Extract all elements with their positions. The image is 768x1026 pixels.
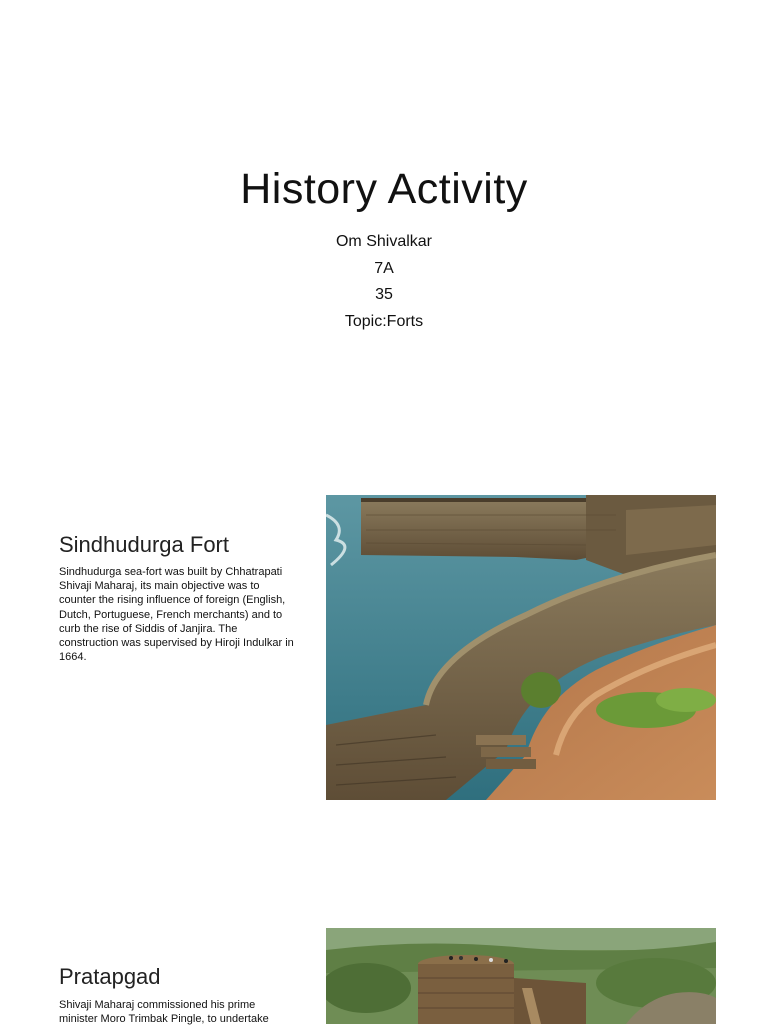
slide-body-text: Sindhudurga sea-fort was built by Chhatrapati Shivaji Maharaj, its main objective was to counter the rising influence of foreign (English, Dutch, Portuguese, French merchants) and to curb the rise of Siddis of Janjira. The construction was supervised by Hiroji Indulkar in 1664. xyxy=(59,566,294,664)
slide-sindhudurga xyxy=(0,470,768,800)
author-name: Om Shivalkar xyxy=(335,233,433,250)
slide-pratapgad xyxy=(0,928,768,1024)
slide-heading: Pratapgad xyxy=(59,964,161,989)
title-slide xyxy=(0,0,768,470)
slide-body-text: Shivaji Maharaj commissioned his prime minister Moro Trimbak Pingle, to undertake xyxy=(59,999,269,1026)
slide-heading: Sindhudurga Fort xyxy=(59,532,229,557)
topic-label: Topic:Forts xyxy=(344,312,424,330)
page-title: History Activity xyxy=(240,165,528,213)
hill-fort-photo xyxy=(326,928,716,1024)
class-label: 7A xyxy=(374,259,394,277)
sea-fort-photo xyxy=(326,495,716,800)
roll-number: 35 xyxy=(375,286,393,303)
author-info xyxy=(0,229,768,335)
